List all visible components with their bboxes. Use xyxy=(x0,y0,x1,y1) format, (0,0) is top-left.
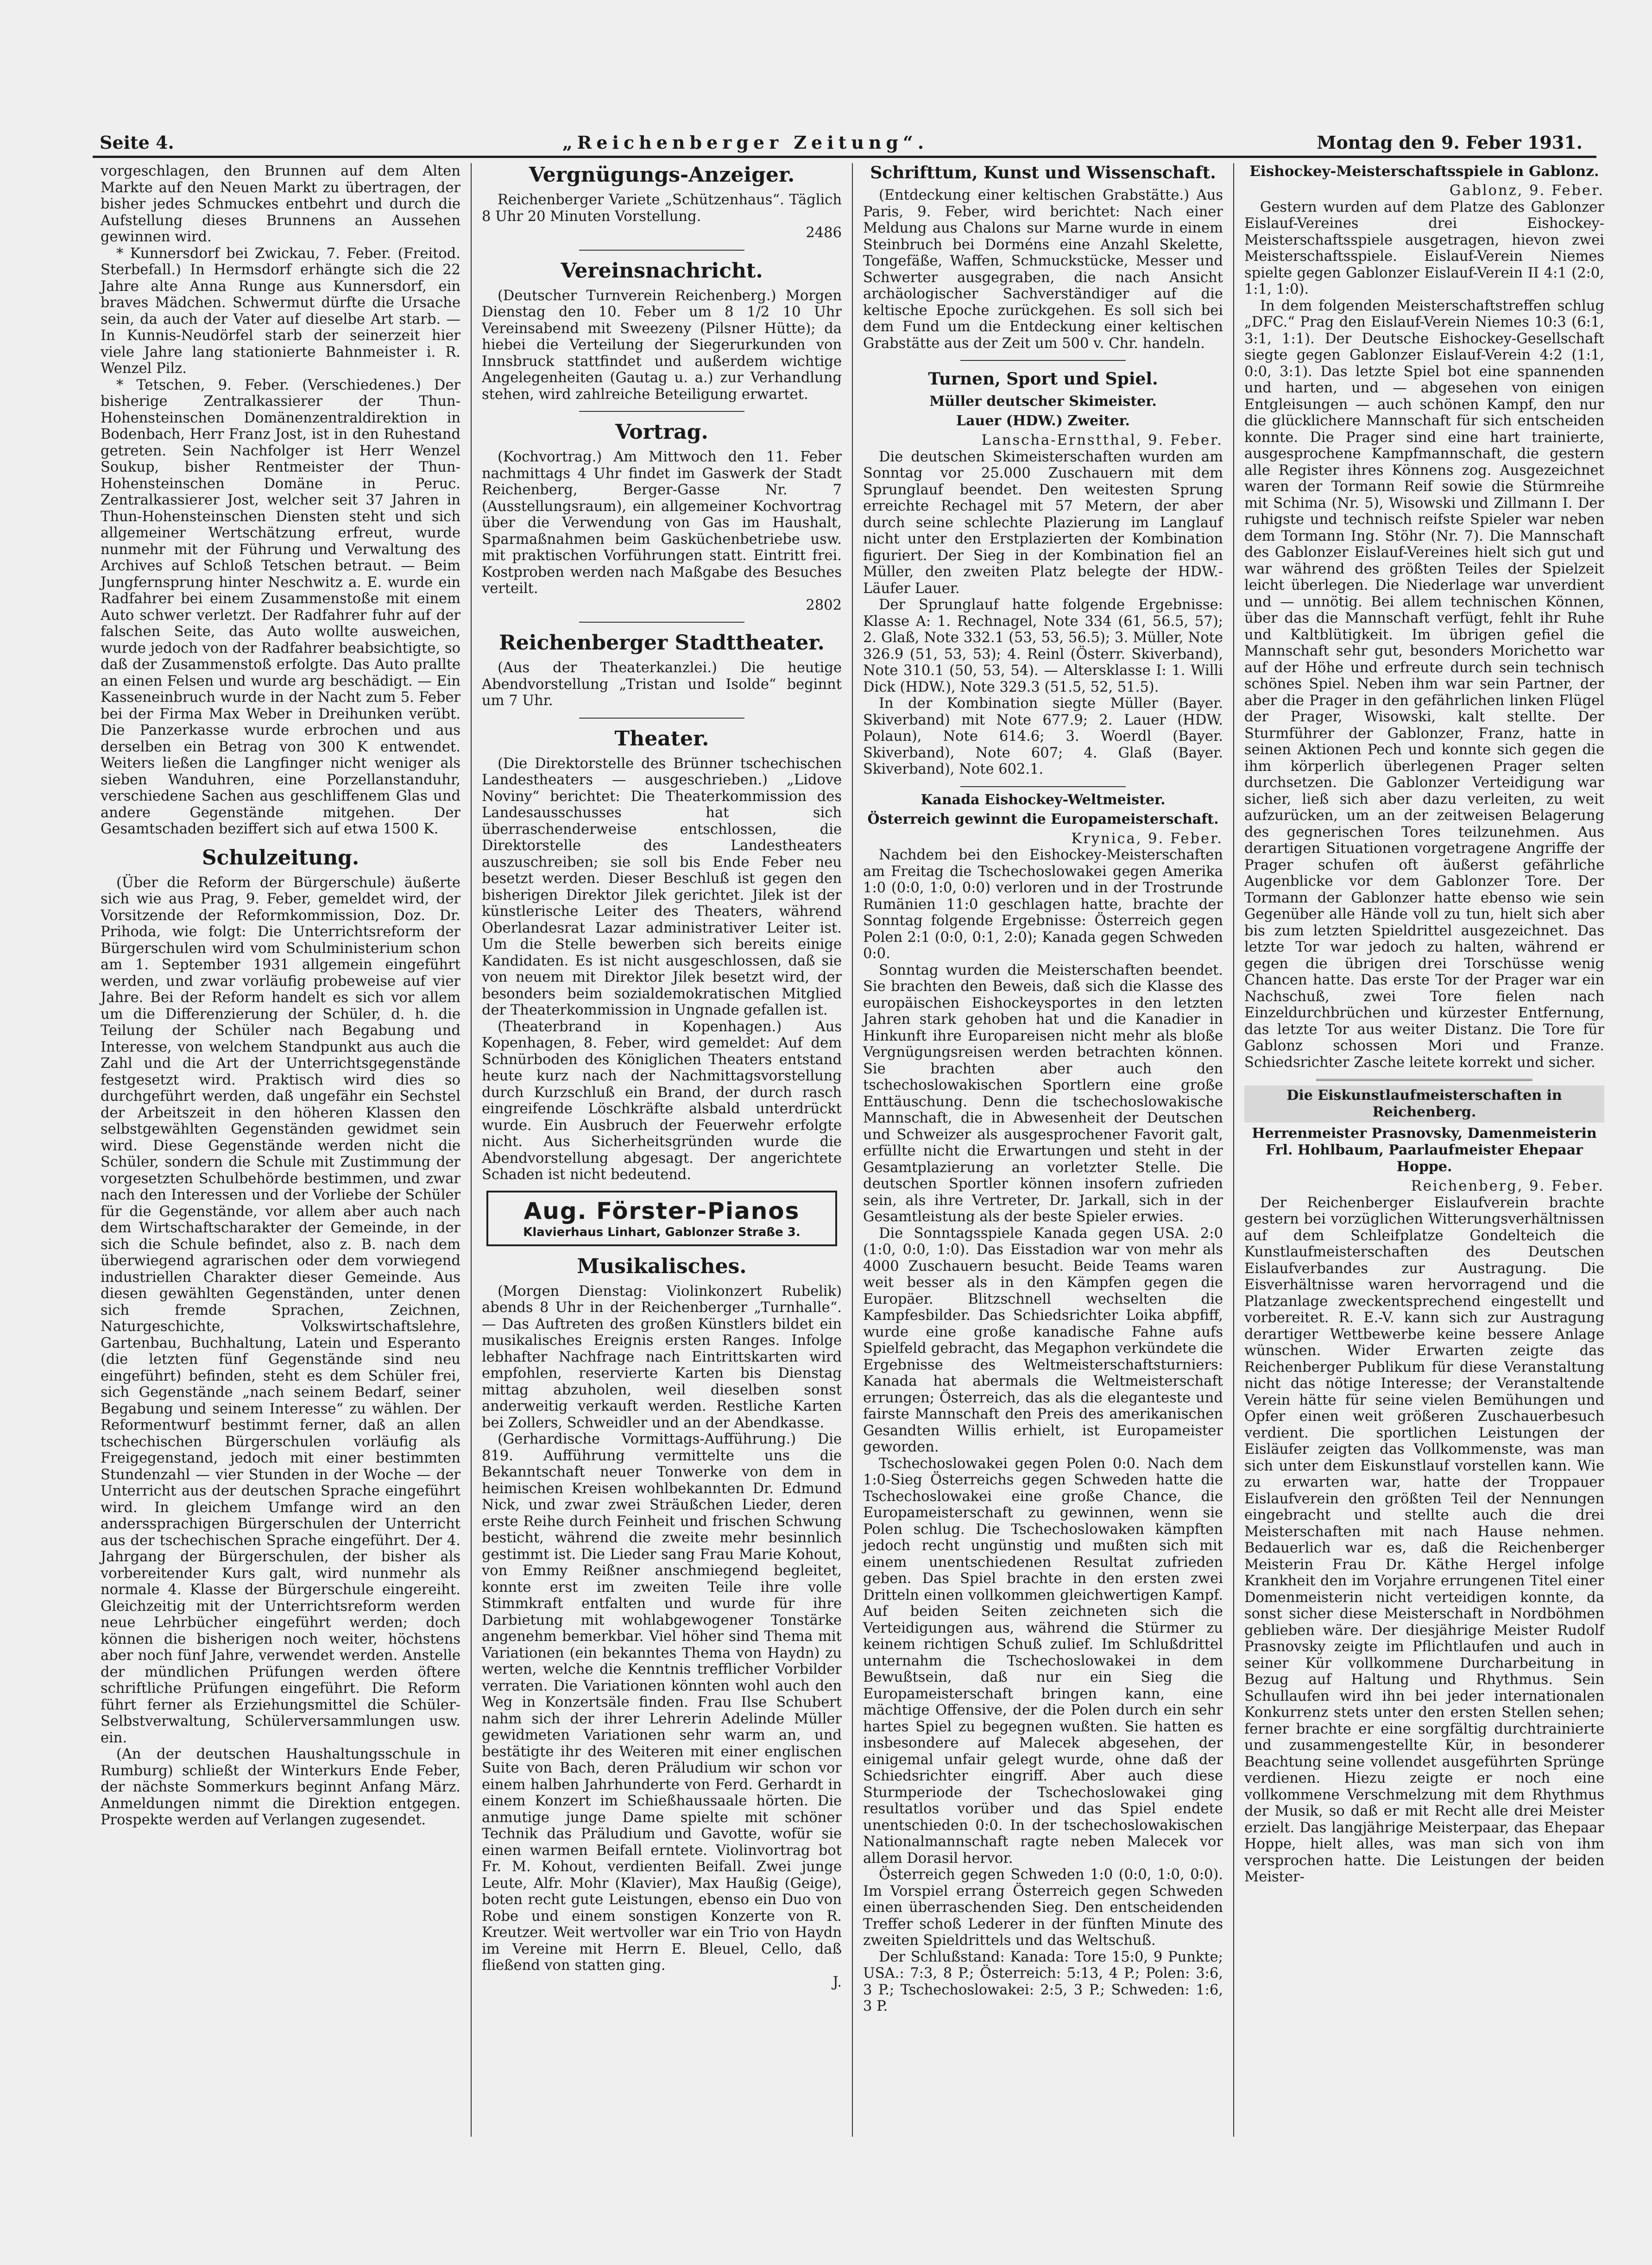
article-paragraph: (Kochvortrag.) Am Mittwoch den 11. Feber nachmittags 4 Uhr findet im Gaswerk der Stadt Reichenberg, Berger-Gasse Nr. 7 (Ausstellungsraum), ein allgemeiner Kochvortrag über die Verwendung von Gas im Haushalt, Sparmaßnahmen beim Gasküchenbetriebe usw. mit praktischen Vorführungen statt. Eintritt frei. Kostproben werden nach Maßgabe des Besuches verteilt. xyxy=(482,449,842,597)
column-4 xyxy=(1233,163,1614,2137)
section-title-eiskunstlauf: Die Eiskunstlaufmeisterschaften in Reichenberg. xyxy=(1244,1085,1604,1123)
article-paragraph: (Gerhardische Vormittags-Aufführung.) Die 819. Aufführung vermittelte uns die Bekanntschaft neuer Tonwerke von dem in heimischen Kreisen wohlbekannten Dr. Edmund Nick, und zwar zwei Sträußchen Lieder, deren erste Reihe durch Feinheit und frischen Schwung besticht, während die zweite mehr besinnlich gestimmt ist. Die Lieder sang Frau Marie Kohout, von Emmy Reißner anschmiegend begleitet, konnte erst im zweiten Teile ihre volle Stimmkraft entfalten und wurde für ihre Darbietung mit wohlabgewogener Tonstärke angenehm bemerkbar. Viel höher sind Thema mit Variationen (ein bekanntes Thema von Haydn) zu werten, welche die Kenntnis trefflicher Vorbilder verraten. Die Variationen könnten wohl auch den Weg in Konzertsäle finden. Frau Ilse Schubert nahm sich der ihrer Lehrerin Adelinde Müller gewidmeten Variationen sehr warm an, und bestätigte ihr des Weiteren mit einer englischen Suite von Bach, deren Präludium wir schon vor einem halben Jahrhunderte von Ferd. Gerhardt in einem Konzert im Schießhaussaale hörten. Die anmutige junge Dame spielte mit schöner Technik das Präludium und Gavotte, wofür sie einen warmen Beifall erntete. Violinvortrag bot Fr. M. Kohout, verdienten Beifall. Zwei junge Leute, Alfr. Mohr (Klavier), Max Haußig (Geige), boten recht gute Leistungen, ebenso ein Duo von Robe und einem sonstigen Konzerte von R. Kreutzer. Weit wertvoller war ein Trio von Haydn im Vereine mit Herrn E. Bleuel, Cello, daß fließend von statten ging. xyxy=(482,1431,842,1974)
ad-subline: Klavierhaus Linhart, Gablonzer Straße 3. xyxy=(523,1225,801,1239)
ad-headline: Aug. Förster-Pianos xyxy=(523,1197,800,1224)
ad-number: 2486 xyxy=(806,225,842,241)
divider xyxy=(579,622,744,623)
header-rule xyxy=(93,156,1596,158)
divider xyxy=(960,360,1126,361)
dateline: Gablonz, 9. Feber. xyxy=(1449,183,1604,199)
column-1 xyxy=(90,163,471,2137)
column-3 xyxy=(852,163,1233,2137)
dateline: Krynica, 9. Feber. xyxy=(1071,830,1223,847)
article-paragraph: Die deutschen Skimeisterschaften wurden am Sonntag vor 25.000 Zuschauern mit dem Sprunglauf beendet. Den weitesten Sprung erreichte Rechagel mit 57 Metern, der aber durch seine schlechte Plazierung im Langlauf nicht unter den Erstplazierten der Kombination figuriert. Der Sieg in der Kombination fiel an Müller, den zweiten Platz belegte der HDW.-Läufer Lauer. xyxy=(863,448,1223,597)
divider xyxy=(1316,1079,1532,1081)
columns xyxy=(90,163,1614,2137)
article-paragraph: * Tetschen, 9. Feber. (Verschiedenes.) Der bisherige Zentralkassierer der Thun-Hohensteinschen Domänenzentraldirektion in Bodenbach, Herr Franz Jost, ist in den Ruhestand getreten. Sein Nachfolger ist Herr Wenzel Soukup, bisher Rentmeister der Thun-Hohensteinschen Domäne in Peruc. Zentralkassierer Jost, welcher seit 37 Jahren in Thun-Hohensteinschen Diensten steht und sich allgemeiner Wertschätzung erfreut, wurde nunmehr mit der Führung und Verwaltung des Archives auf Schloß Tetschen betraut. — Beim Jungfernsprung hinter Neschwitz a. E. wurde ein Radfahrer bei einem Zusammenstoße mit einem Auto schwer verletzt. Der Radfahrer fuhr auf der falschen Seite, das Auto wollte ausweichen, wurde jedoch von der Radfahrer beabsichtigte, so daß der Zusammenstoß erfolgte. Das Auto prallte an einen Felsen und wurde arg beschädigt. — Ein Kasseneinbruch wurde in der Nacht zum 5. Feber bei der Firma Max Weber in Dreihunken verübt. Die Panzerkasse wurde erbrochen und aus derselben ein Betrag von 300 K entwendet. Weiters ließen die Langfinger nicht weniger als sieben Wanduhren, eine Porzellanstanduhr, verschiedene Sachen aus geschliffenem Glas und andere Gegenstände mitgehen. Der Gesamtschaden beziffert sich auf etwa 1500 K. xyxy=(101,377,460,837)
divider xyxy=(960,786,1126,787)
article-paragraph: (Morgen Dienstag: Violinkonzert Rubelik) abends 8 Uhr in der Reichenberger „Turnhalle“. — Das Auftreten des großen Künstlers bildet ein musikalisches Ereignis ersten Ranges. Infolge lebhafter Nachfrage nach Eintrittskarten wird empfohlen, reservierte Karten bis Dienstag mittag abzuholen, weil dieselben sonst anderweitig verkauft werden. Restliche Karten bei Zollers, Schweidler und an der Abendkasse. xyxy=(482,1283,842,1431)
article-paragraph: (Aus der Theaterkanzlei.) Die heutige Abendvorstellung „Tristan und Isolde“ beginnt um 7 Uhr. xyxy=(482,660,842,709)
article-paragraph: (An der deutschen Haushaltungsschule in Rumburg) schließt der Winterkurs Ende Feber, der nächste Sommerkurs beginnt Anfang März. Anmeldungen nimmt die Direktion entgegen. Prospekte werden auf Verlangen zugesendet. xyxy=(101,1746,460,1828)
divider xyxy=(579,411,744,412)
article-paragraph: Der Schlußstand: Kanada: Tore 15:0, 9 Punkte; USA.: 7:3, 8 P.; Österreich: 5:13, 4 P.; Polen: 3:6, 3 P.; Tschechoslowakei: 2:5, 3 P.; Schweden: 1:6, 3 P. xyxy=(863,1949,1223,2014)
article-paragraph: (Theaterbrand in Kopenhagen.) Aus Kopenhagen, 8. Feber, wird gemeldet: Auf dem Schnürboden des Königlichen Theaters entstand heute kurz nach der Nachmittagsvorstellung durch Kurzschluß ein Brand, der durch rasch eingreifende Löschkräfte alsbald unterdrückt wurde. Ein Ausbruch der Feuerwehr erfolgte nicht. Aus Sicherheitsgründen wurde die Abendvorstellung abgesagt. Der angerichtete Schaden ist nicht bedeutend. xyxy=(482,1018,842,1183)
section-title-vortrag: Vortrag. xyxy=(615,420,708,444)
section-title-vereinsnachricht: Vereinsnachricht. xyxy=(561,259,763,283)
section-title-schrifttum: Schrifttum, Kunst und Wissenschaft. xyxy=(870,163,1216,183)
author-signature: J. xyxy=(832,1974,842,1990)
article-paragraph: Tschechoslowakei gegen Polen 0:0. Nach dem 1:0-Sieg Österreichs gegen Schweden hatte die Tschechoslowakei eine große Chance, die Europameisterschaft zu gewinnen, wenn sie Polen schlug. Die Tschechoslowaken kämpften jedoch recht ungünstig und mußten sich mit einem unentschiedenen Resultat zufrieden geben. Das Spiel brachte in den ersten zwei Dritteln einen vollkommen gleichwertigen Kampf. Auf beiden Seiten zeichneten sich die Verteidigungen aus, während die Stürmer zu keinem richtigen Schuß zulief. Im Schlußdrittel unternahm die Tschechoslowakei in dem Bewußtsein, daß nur ein Sieg die Europameisterschaft bringen kann, eine mächtige Offensive, der die Polen durch ein sehr hartes Spiel zu begegnen wußten. Sie hatten es insbesondere auf Malecek abgesehen, der einigemal unfair gelegt wurde, ohne daß der Schiedsrichter eingriff. Aber auch diese Sturmperiode der Tschechoslowakei ging resultatlos vorüber und das Spiel endete unentschieden 0:0. In der tschechoslowakischen Nationalmannschaft ragte neben Malecek vor allem Dorasil hervor. xyxy=(863,1455,1223,1867)
page-header xyxy=(100,124,1583,153)
section-title-schulzeitung: Schulzeitung. xyxy=(202,845,359,870)
article-paragraph: vorgeschlagen, den Brunnen auf dem Alten Markte auf den Neuen Markt zu übertragen, der bisher jedes Schmuckes entbehrt und durch die Aufstellung dieses Brunnens an Aussehen gewinnen wird. xyxy=(101,163,460,245)
article-paragraph: Gestern wurden auf dem Platze des Gablonzer Eislauf-Vereines drei Eishockey-Meisterschaftsspiele ausgetragen, hievon zwei Meisterschaftsspiele. Eislauf-Verein Niemes spielte gegen Gablonzer Eislauf-Verein II 4:1 (2:0, 1:1, 1:0). xyxy=(1244,199,1604,297)
article-paragraph: In der Kombination siegte Müller (Bayer. Skiverband) mit Note 677.9; 2. Lauer (HDW. Polaun), Note 614.6; 3. Woerdl (Bayer. Skiverband), Note 607; 4. Glaß (Bayer. Skiverband), Note 602.1. xyxy=(863,695,1223,777)
article-paragraph: Die Sonntagsspiele Kanada gegen USA. 2:0 (1:0, 0:0, 1:0). Das Eisstadion war von mehr als 4000 Zuschauern besucht. Beide Teams waren weit besser als in den Kämpfen gegen die Europäer. Blitzschnell wechselten die Kampfesbilder. Das Schiedsrichter Loika abpfiff, wurde eine große kanadische Fahne aufs Spielfeld gebracht, das Megaphon verkündete die Ergebnisse des Weltmeisterschaftsturniers: Kanada hat abermals die Weltmeisterschaft errungen; Österreich, das als die eleganteste und fairste Mannschaft den Preis des amerikanischen Gesandten Willis erhielt, ist Europameister geworden. xyxy=(863,1225,1223,1455)
section-title-musikalisches: Musikalisches. xyxy=(577,1254,747,1278)
advertisement-box xyxy=(486,1191,837,1246)
subheading: Müller deutscher Skimeister. xyxy=(929,393,1157,410)
article-paragraph: (Deutscher Turnverein Reichenberg.) Morgen Dienstag den 10. Feber um 8 1/2 10 Uhr Vereinsabend mit Sweezeny (Pilsner Hütte); da hiebei die Verteilung der Siegerurkunden von Innsbruck stattfindet und außerdem wichtige Angelegenheiten (Gautag u. a.) zur Verhandlung stehen, wird zahlreiche Beteiligung erwartet. xyxy=(482,287,842,403)
article-paragraph: Sonntag wurden die Meisterschaften beendet. Sie brachten den Beweis, daß sich die Klasse des europäischen Eishockeysportes in den letzten Jahren stark gehoben hat und die Kanadier in Hinkunft ihre Europareisen nicht mehr als bloße Vergnügungsreisen werden betrachten können. Sie brachten aber auch den tschechoslowakischen Sportlern eine große Enttäuschung. Denn die tschechoslowakische Mannschaft, die in Abwesenheit der Deutschen und Schweizer als ausgesprochener Favorit galt, erfüllte nicht die Erwartungen und steht in der Gesamtplazierung an vorletzter Stelle. Die deutschen Sportler können insofern zufrieden sein, als ihre Vertreter, Dr. Jarkall, sich in der Gesamtleistung als der beste Spieler erwies. xyxy=(863,962,1223,1225)
section-title-turnen-sport-spiel: Turnen, Sport und Spiel. xyxy=(928,369,1158,389)
article-paragraph: (Entdeckung einer keltischen Grabstätte.) Aus Paris, 9. Feber, wird berichtet: Nach einer Meldung aus Chalons sur Marne wurde in einem Steinbruch bei Dorméns eine Anzahl Skelette, Tongefäße, Waffen, Schmuckstücke, Messer und Schwerter ausgegraben, die nach Ansicht archäologischer Sachverständiger auf die keltische Epoche zurückgehen. Es soll sich bei dem Fund um die Entdeckung einer keltischen Grabstätte aus der Zeit um 500 v. Chr. handeln. xyxy=(863,187,1223,352)
section-title-eishockey-gablonz: Eishockey-Meisterschaftsspiele in Gablonz. xyxy=(1249,163,1599,180)
divider xyxy=(579,250,744,251)
page-number: Seite 4. xyxy=(100,132,174,153)
section-title-theater: Theater. xyxy=(614,726,709,751)
dateline: Lanscha-Ernstthal, 9. Feber. xyxy=(981,432,1223,448)
column-2 xyxy=(471,163,852,2137)
divider xyxy=(579,718,744,719)
article-paragraph: (Über die Reform der Bürgerschule) äußerte sich wie aus Prag, 9. Feber, gemeldet wird, der Vorsitzende der Reformkommission, Doz. Dr. Prihoda, wie folgt: Die Unterrichtsreform der Bürgerschulen wird vom Schulministerium schon am 1. September 1931 allgemein eingeführt werden, und zwar vorläufig probeweise auf vier Jahre. Bei der Reform handelt es sich vor allem um die Differenzierung der Schüler, d. h. die Teilung der Schüler nach Begabung und Interesse, von welchem Standpunkt aus auch die Zahl und die Art der Unterrichtsgegenstände festgesetzt wird. Praktisch wird dies so durchgeführt werden, daß ungefähr ein Sechstel der Arbeitszeit in den höheren Klassen den selbstgewählten Gegenständen gewidmet sein wird. Diese Gegenstände werden nicht die Schüler, sondern die Schule mit Zustimmung der vorgesetzten Schulbehörde bestimmen, und zwar nach den Interessen und der Vorliebe der Schüler für die Gegenstände, vor allem aber auch nach dem Wirtschaftscharakter der Gemeinde, in der sich die Schule befindet, also z. B. nach dem überwiegend agrarischen oder dem vorwiegend industriellen Charakter dieser Gemeinde. Aus diesen gewählten Gegenständen, unter denen sich fremde Sprachen, Zeichnen, Naturgeschichte, Volkswirtschaftslehre, Gartenbau, Buchhaltung, Latein und Esperanto (die letzten fünf Gegenstände sind neu eingeführt) befinden, steht es dem Schüler frei, sich Gegenstände „nach seinem Bedarf, seiner Begabung und seinem Interesse“ zu wählen. Der Reformentwurf bestimmt ferner, daß an allen tschechischen Bürgerschulen vorläufig als Freigegenstand, jedoch mit einer bestimmten Stundenzahl — vier Stunden in der Woche — der Unterricht aus der deutschen Sprache eingeführt wird. In gleichem Umfange wird an den anderssprachigen Bürgerschulen der Unterricht aus der tschechischen Sprache eingeführt. Der 4. Jahrgang der Bürgerschulen, der bisher als vorbereitender Kurs galt, wird nunmehr als normale 4. Klasse der Bürgerschule eingereiht. Gleichzeitig mit der Unterrichtsreform werden neue Lehrbücher eingeführt werden; doch können die bisherigen noch weiter, höchstens aber noch fünf Jahre, verwendet werden. Anstelle der mündlichen Prüfungen werden öftere schriftliche Prüfungen eingeführt. Die Reform führt ferner als Erziehungsmittel die Schüler-Selbstverwaltung, Schülerversammlungen usw. ein. xyxy=(101,874,460,1746)
section-title-vergnuegungs-anzeiger: Vergnügungs-Anzeiger. xyxy=(529,163,795,187)
masthead: „Reichenberger Zeitung“. xyxy=(562,132,929,153)
subheading: Lauer (HDW.) Zweiter. xyxy=(956,413,1130,429)
article-paragraph: Österreich gegen Schweden 1:0 (0:0, 1:0, 0:0). Im Vorspiel errang Österreich gegen Schweden einen überraschenden Sieg. Den entscheidenden Treffer schoß Lederer in der fünften Minute des zweiten Spieldrittels und das Weltschuß. xyxy=(863,1867,1223,1949)
article-paragraph: Nachdem bei den Eishockey-Meisterschaften am Freitag die Tschechoslowakei gegen Amerika 1:0 (0:0, 1:0, 0:0) verloren und in der Trostrunde Rumänien 11:0 geschlagen hatte, brachte der Sonntag folgende Ergebnisse: Österreich gegen Polen 2:1 (0:0, 0:1, 2:0); Kanada gegen Schweden 0:0. xyxy=(863,847,1223,962)
article-paragraph: (Die Direktorstelle des Brünner tschechischen Landestheaters — ausgeschrieben.) „Lidove Noviny“ berichtet: Die Theaterkommission des Landesausschusses hat sich überraschenderweise entschlossen, die Direktorstelle des Landestheaters auszuschreiben; sie soll bis Ende Feber neu besetzt werden. Dieser Beschluß ist gegen den bisherigen Direktor Jilek gerichtet. Jilek ist der künstlerische Leiter des Theaters, während Oberlandesrat Lazar administrativer Leiter ist. Um die Stelle bewerben sich bereits einige Kandidaten. Es ist nicht ausgeschlossen, daß sie von neuem mit Direktor Jilek besetzt wird, der besonders beim sozialdemokratischen Mitglied der Theaterkommission in Ungnade gefallen ist. xyxy=(482,755,842,1018)
article-paragraph: Der Reichenberger Eislaufverein brachte gestern bei vorzüglichen Witterungsverhältnissen auf dem Schleifplatze Gondelteich die Kunstlaufmeisterschaften des Deutschen Eislaufverbandes zur Austragung. Die Eisverhältnisse waren hervorragend und die Platzanlage zweckentsprechend eingestellt und vorbereitet. R. E.-V. kann sich zur Austragung derartiger Wettbewerbe keine bessere Anlage wünschen. Wider Erwarten zeigte das Reichenberger Publikum für diese Veranstaltung nicht das nötige Interesse; der Veranstaltende Verein hätte für seine vielen Bemühungen und Opfer einen weit größeren Zuschauerbesuch verdient. Die sportlichen Leistungen der Eisläufer zeigten das Vollkommenste, was man sich unter dem Eiskunstlauf vorstellen kann. Wie zu erwarten war, hatte der Troppauer Eislaufverein den größten Teil der Nennungen eingebracht und stellte auch die drei Meisterschaften mit nach Hause nehmen. Bedauerlich war es, daß die Reichenberger Meisterin Frau Dr. Käthe Hergel infolge Krankheit den im Vorjahre errungenen Titel einer Domenmeisterin nicht verteidigen konnte, da sonst sicher diese Meisterschaft in Nordböhmen geblieben wäre. Der diesjährige Meister Rudolf Prasnovsky zeigte im Pflichtlaufen und auch in seiner Kür vollkommene Durcharbeitung in Bezug auf Haltung und Rhythmus. Sein Schullaufen wird ihn bei jeder internationalen Konkurrenz stets unter den ersten Stellen sehen; ferner brachte er eine sorgfältig durchtrainierte und zusammengestellte Kür, in besonderer Beachtung seine vollendet ausgeführten Sprünge verdienen. Hiezu zeigte er noch eine vollkommene Verschmelzung mit dem Rhythmus der Musik, so daß er mit Recht alle drei Meister erzielt. Das langjährige Meisterpaar, das Ehepaar Hoppe, hielt alles, was man sich von ihm versprochen hatte. Die Leistungen der beiden Meister- xyxy=(1244,1194,1604,1885)
article-paragraph: Der Sprunglauf hatte folgende Ergebnisse: Klasse A: 1. Rechnagel, Note 334 (61, 56.5, 57); 2. Glaß, Note 332.1 (53, 53, 56.5); 3. Müller, Note 326.9 (51, 53, 53); 4. Reinl (Österr. Skiverband), Note 310.1 (50, 53, 54). — Altersklasse I: 1. Willi Dick (HDW.), Note 329.3 (51.5, 52, 51.5). xyxy=(863,597,1223,695)
dateline: Reichenberg, 9. Feber. xyxy=(1411,1178,1604,1194)
subheading: Herrenmeister Prasnovsky, Damenmeisterin Frl. Hohlbaum, Paarlaufmeister Ehepaar Hoppe. xyxy=(1252,1125,1597,1175)
ad-number: 2802 xyxy=(806,597,842,613)
article-paragraph: * Kunnersdorf bei Zwickau, 7. Feber. (Freitod. Sterbefall.) In Hermsdorf erhängte sich die 22 Jahre alte Anna Runge aus Kunnersdorf, ein braves Mädchen. Schwermut dürfte die Ursache sein, da auch der Vater auf dieselbe Art starb. — In Kunnis-Neudörfel starb der seinerzeit hier viele Jahre lang stationierte Bahnmeister i. R. Wenzel Pilz. xyxy=(101,245,460,377)
subheading: Kanada Eishockey-Weltmeister. xyxy=(921,791,1166,808)
subheading: Österreich gewinnt die Europameisterschaft. xyxy=(867,811,1219,827)
article-paragraph: Reichenberger Variete „Schützenhaus“. Täglich 8 Uhr 20 Minuten Vorstellung. xyxy=(482,192,842,225)
issue-date: Montag den 9. Feber 1931. xyxy=(1317,132,1583,153)
section-title-stadttheater: Reichenberger Stadttheater. xyxy=(499,631,825,655)
article-paragraph: In dem folgenden Meisterschaftstreffen schlug „DFC.“ Prag den Eislauf-Verein Niemes 10:3 (6:1, 3:1, 1:1). Der Deutsche Eishockey-Gesellschaft siegte gegen Gablonzer Eislauf-Verein 4:2 (1:1, 0:0, 3:1). Das letzte Spiel bot eine spannenden und harten, und — abgesehen von einigen Entgleisungen — auch schönen Kampf, den nur die glücklichere Mannschaft für sich entscheiden konnte. Die Prager sind eine hart trainierte, ausgesprochene Kampfmannschaft, die gestern alle Register ihres Könnens zog. Ausgezeichnet waren der Tormann Reif sowie die Stürmreihe mit Schima (Nr. 5), Wisowski und Zillmann I. Der ruhigste und technisch reifste Spieler war neben dem Tormann Ing. Stöhr (Nr. 7). Die Mannschaft des Gablonzer Eislauf-Vereines hielt sich gut und war während des größten Teiles der Spielzeit leicht überlegen. Die Niederlage war unverdient und — unnötig. Bei allem technischen Können, über das die Mannschaft verfügt, fehlt ihr Ruhe und Kaltblütigkeit. Im übrigen gefiel die Mannschaft sehr gut, besonders Morichetto war auf der Höhe und erfreute durch sein technisch schönes Spiel. Neben ihm war sein Partner, der aber die Prager in den gefährlichen linken Flügel der Prager, Wisowski, kalt stellte. Der Sturmführer der Gablonzer, Franz, hatte in seinen Aktionen Pech und konnte sich gegen die ihm körperlich überlegenen Prager selten durchsetzen. Die Gablonzer Verteidigung war sicher, ließ sich aber dazu verleiten, zu weit aufzurücken, um an der zeitweisen Belagerung des gegnerischen Tores teilzunehmen. Aus derartigen Situationen vorgetragene Angriffe der Prager schufen oft äußerst gefährliche Augenblicke vor dem Gablonzer Tore. Der Tormann der Gablonzer hatte ebenso wie sein Gegenüber alle Hände voll zu tun, hielt sich aber bis zum letzten Spieldrittel ausgezeichnet. Das letzte Tor war jedoch zu halten, während er gegen die übrigen drei Torschüsse wenig Chancen hatte. Das erste Tor der Prager war ein Nachschuß, zwei Tore fielen nach Einzeldurchbrüchen und kürzester Entfernung, das letzte Tor aus weiter Distanz. Die Tore für Gablonz schossen Mori und Franze. Schiedsrichter Zasche leitete korrekt und sicher. xyxy=(1244,297,1604,1071)
